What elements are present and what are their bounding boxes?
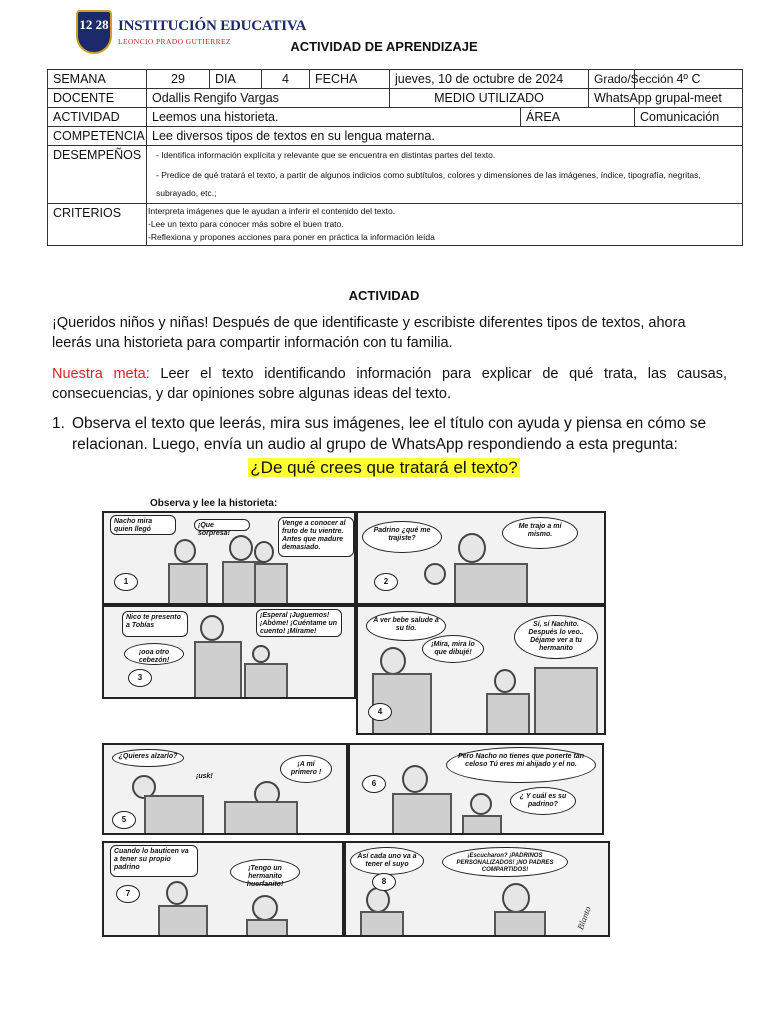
comic-panel-8	[344, 841, 610, 937]
character-figure	[246, 919, 288, 937]
speech-bubble: ¡Mira, mira lo que dibujé!	[422, 635, 484, 663]
docente-value: Odallis Rengifo Vargas	[147, 89, 390, 108]
panel-number: 4	[368, 703, 392, 721]
desempeno-item: - Identifica información explícita y relevante que se encuentra en distintas partes del texto.	[156, 150, 496, 160]
speech-bubble: Nacho mira quien llegó	[110, 515, 176, 535]
character-figure	[462, 815, 502, 835]
character-head	[458, 533, 486, 563]
speech-bubble: ¡Esperal ¡Juguemos! ¡Abóme! ¡Cuéntame un cuento! ¡Mírame!	[256, 609, 342, 637]
criterios-list	[147, 204, 743, 246]
character-head	[252, 895, 278, 921]
fecha-label: FECHA	[310, 70, 390, 89]
table-row	[48, 204, 743, 246]
table-row	[48, 127, 743, 146]
actividad-value: Leemos una historieta.	[147, 108, 521, 127]
document-title: ACTIVIDAD DE APRENDIZAJE	[290, 39, 478, 54]
medio-label: MEDIO UTILIZADO	[390, 89, 589, 108]
school-subtitle: LEONCIO PRADO GUTIERREZ	[118, 37, 231, 46]
character-figure	[244, 663, 288, 699]
speech-bubble: Cuando lo bauticen va a tener su propio padrino	[110, 845, 198, 877]
character-head	[502, 883, 530, 913]
goal-text: Leer el texto identificando información para explicar de qué trata, las causas, consecuencias, y dar opiniones sobre algunas ideas del texto.	[52, 366, 727, 402]
competencia-label: COMPETENCIA	[48, 127, 147, 146]
panel-number: 2	[374, 573, 398, 591]
table-row	[48, 146, 743, 204]
speech-bubble: ¿ Y cuál es su padrino?	[510, 787, 576, 815]
question-wrap	[0, 458, 768, 478]
criterio-item: -Reflexiona y propones acciones para poner en práctica la información leída	[148, 232, 435, 242]
docente-label: DOCENTE	[48, 89, 147, 108]
school-name: INSTITUCIÓN EDUCATIVA	[118, 18, 307, 34]
character-figure	[224, 801, 298, 835]
fecha-value: jueves, 10 de octubre de 2024	[390, 70, 589, 89]
speech-bubble: Sí, sí Nachito. Después lo veo.. Déjame ver a tu hermanito	[514, 615, 598, 659]
instruction-list	[52, 413, 732, 455]
desempenos-label: DESEMPEÑOS	[48, 146, 147, 204]
comic-panel-5	[102, 743, 348, 835]
speech-bubble: Así cada uno va a tener el suyo	[350, 847, 424, 875]
character-figure	[534, 667, 598, 735]
area-value: Comunicación	[635, 108, 743, 127]
character-figure	[392, 793, 452, 835]
comic-panel-4	[356, 605, 606, 735]
artist-signature: Blanto	[575, 905, 593, 931]
speech-bubble: ¡Escucharon? ¡PADRINOS PERSONALIZADOS! ¡NO PADRES COMPARTIDOS!	[442, 847, 568, 877]
speech-bubble: Venge a conocer al fruto de tu vientre. Antes que madure demasiado.	[278, 517, 354, 557]
list-item-number: 1.	[52, 415, 65, 432]
character-head	[254, 541, 274, 563]
goal-paragraph	[52, 364, 727, 404]
panel-number: 5	[112, 811, 136, 829]
character-head	[470, 793, 492, 815]
character-figure	[454, 563, 528, 605]
speech-bubble: ¡ooa otro cebezón!	[124, 643, 184, 665]
character-head	[229, 535, 253, 561]
character-figure	[254, 563, 288, 605]
table-row	[48, 89, 743, 108]
medio-value: WhatsApp grupal-meet	[589, 89, 743, 108]
highlighted-question: ¿De qué crees que tratará el texto?	[250, 458, 518, 477]
comic-panel-7	[102, 841, 344, 937]
comic-panel-2	[356, 511, 606, 605]
character-figure	[486, 693, 530, 735]
comic-panel-3	[102, 605, 356, 699]
table-row	[48, 70, 743, 89]
intro-paragraph: ¡Queridos niños y niñas! Después de que identificaste y escribiste diferentes tipos de textos, ahora leerás una historieta para compartir información con tu familia.	[52, 315, 686, 351]
panel-number: 7	[116, 885, 140, 903]
character-head	[424, 563, 446, 585]
character-head	[380, 647, 406, 675]
list-item: Observa el texto que leerás, mira sus imágenes, lee el título con ayuda y piensa en cómo se relacionan. Luego, envía un audio al grupo de WhatsApp respondiendo a esta pregunta:	[72, 415, 707, 453]
dia-value: 4	[262, 70, 310, 89]
speech-bubble: Nico te presento a Tobías	[122, 611, 188, 637]
speech-bubble: Me trajo a mí mismo.	[502, 517, 578, 549]
competencia-value: Lee diversos tipos de textos en su lengua materna.	[147, 127, 743, 146]
grado-label: Grado/Sección	[589, 70, 635, 89]
character-figure	[168, 563, 208, 605]
character-figure	[194, 641, 242, 699]
speech-bubble: ¡Tengo un hermanito huerfanito!	[230, 859, 300, 885]
speech-bubble: Padrino ¿qué me trajiste?	[362, 521, 442, 553]
area-label: ÁREA	[521, 108, 635, 127]
dia-label: DIA	[210, 70, 262, 89]
desempeno-item: - Predice de qué tratará el texto, a partir de algunos indicios como subtítulos, colores y dimensiones de las imágenes, índice, tipografía, negritas, subrayado, etc.;	[156, 170, 701, 198]
table-row	[48, 108, 743, 127]
header	[0, 0, 768, 66]
comic-panel-1	[102, 511, 356, 605]
goal-label: Nuestra meta:	[52, 366, 150, 382]
criterio-item: -Lee un texto para conocer más sobre el buen trato.	[148, 219, 344, 229]
panel-number: 1	[114, 573, 138, 591]
character-figure	[158, 905, 208, 937]
character-figure	[144, 795, 204, 835]
character-head	[494, 669, 516, 693]
character-figure	[494, 911, 546, 937]
character-head	[174, 539, 196, 563]
speech-bubble: ¿Quieres alzarlo?	[112, 749, 184, 767]
school-shield-icon: 12 28	[76, 10, 112, 54]
panel-number: 3	[128, 669, 152, 687]
speech-bubble: ¡Que sorpresa!	[194, 519, 250, 531]
criterio-item: Interpreta imágenes que le ayudan a inferir el contenido del texto.	[148, 206, 396, 216]
comic-heading: Observa y lee la historieta:	[150, 498, 278, 509]
character-head	[166, 881, 188, 905]
speech-bubble: Pero Nacho no tienes que ponerte tan celoso Tú eres mi ahijado y el no.	[446, 747, 596, 783]
desempenos-list	[147, 146, 743, 204]
comic-strip	[100, 495, 612, 939]
info-table	[47, 69, 743, 246]
panel-number: 8	[372, 873, 396, 891]
activity-title: ACTIVIDAD	[348, 288, 420, 303]
character-head	[402, 765, 428, 793]
criterios-label: CRITERIOS	[48, 204, 147, 246]
actividad-label: ACTIVIDAD	[48, 108, 147, 127]
semana-label: SEMANA	[48, 70, 147, 89]
speech-bubble: ¡A mí primero !	[280, 755, 332, 783]
speech-bubble: A ver bebe salude a su tío.	[366, 611, 446, 641]
character-head	[252, 645, 270, 663]
semana-value: 29	[147, 70, 210, 89]
grado-value: 4º C	[635, 70, 743, 89]
character-head	[366, 887, 390, 913]
comic-panel-6	[348, 743, 604, 835]
character-figure	[360, 911, 404, 937]
character-head	[200, 615, 224, 641]
sound-effect: ¡usk!	[196, 773, 213, 780]
panel-number: 6	[362, 775, 386, 793]
